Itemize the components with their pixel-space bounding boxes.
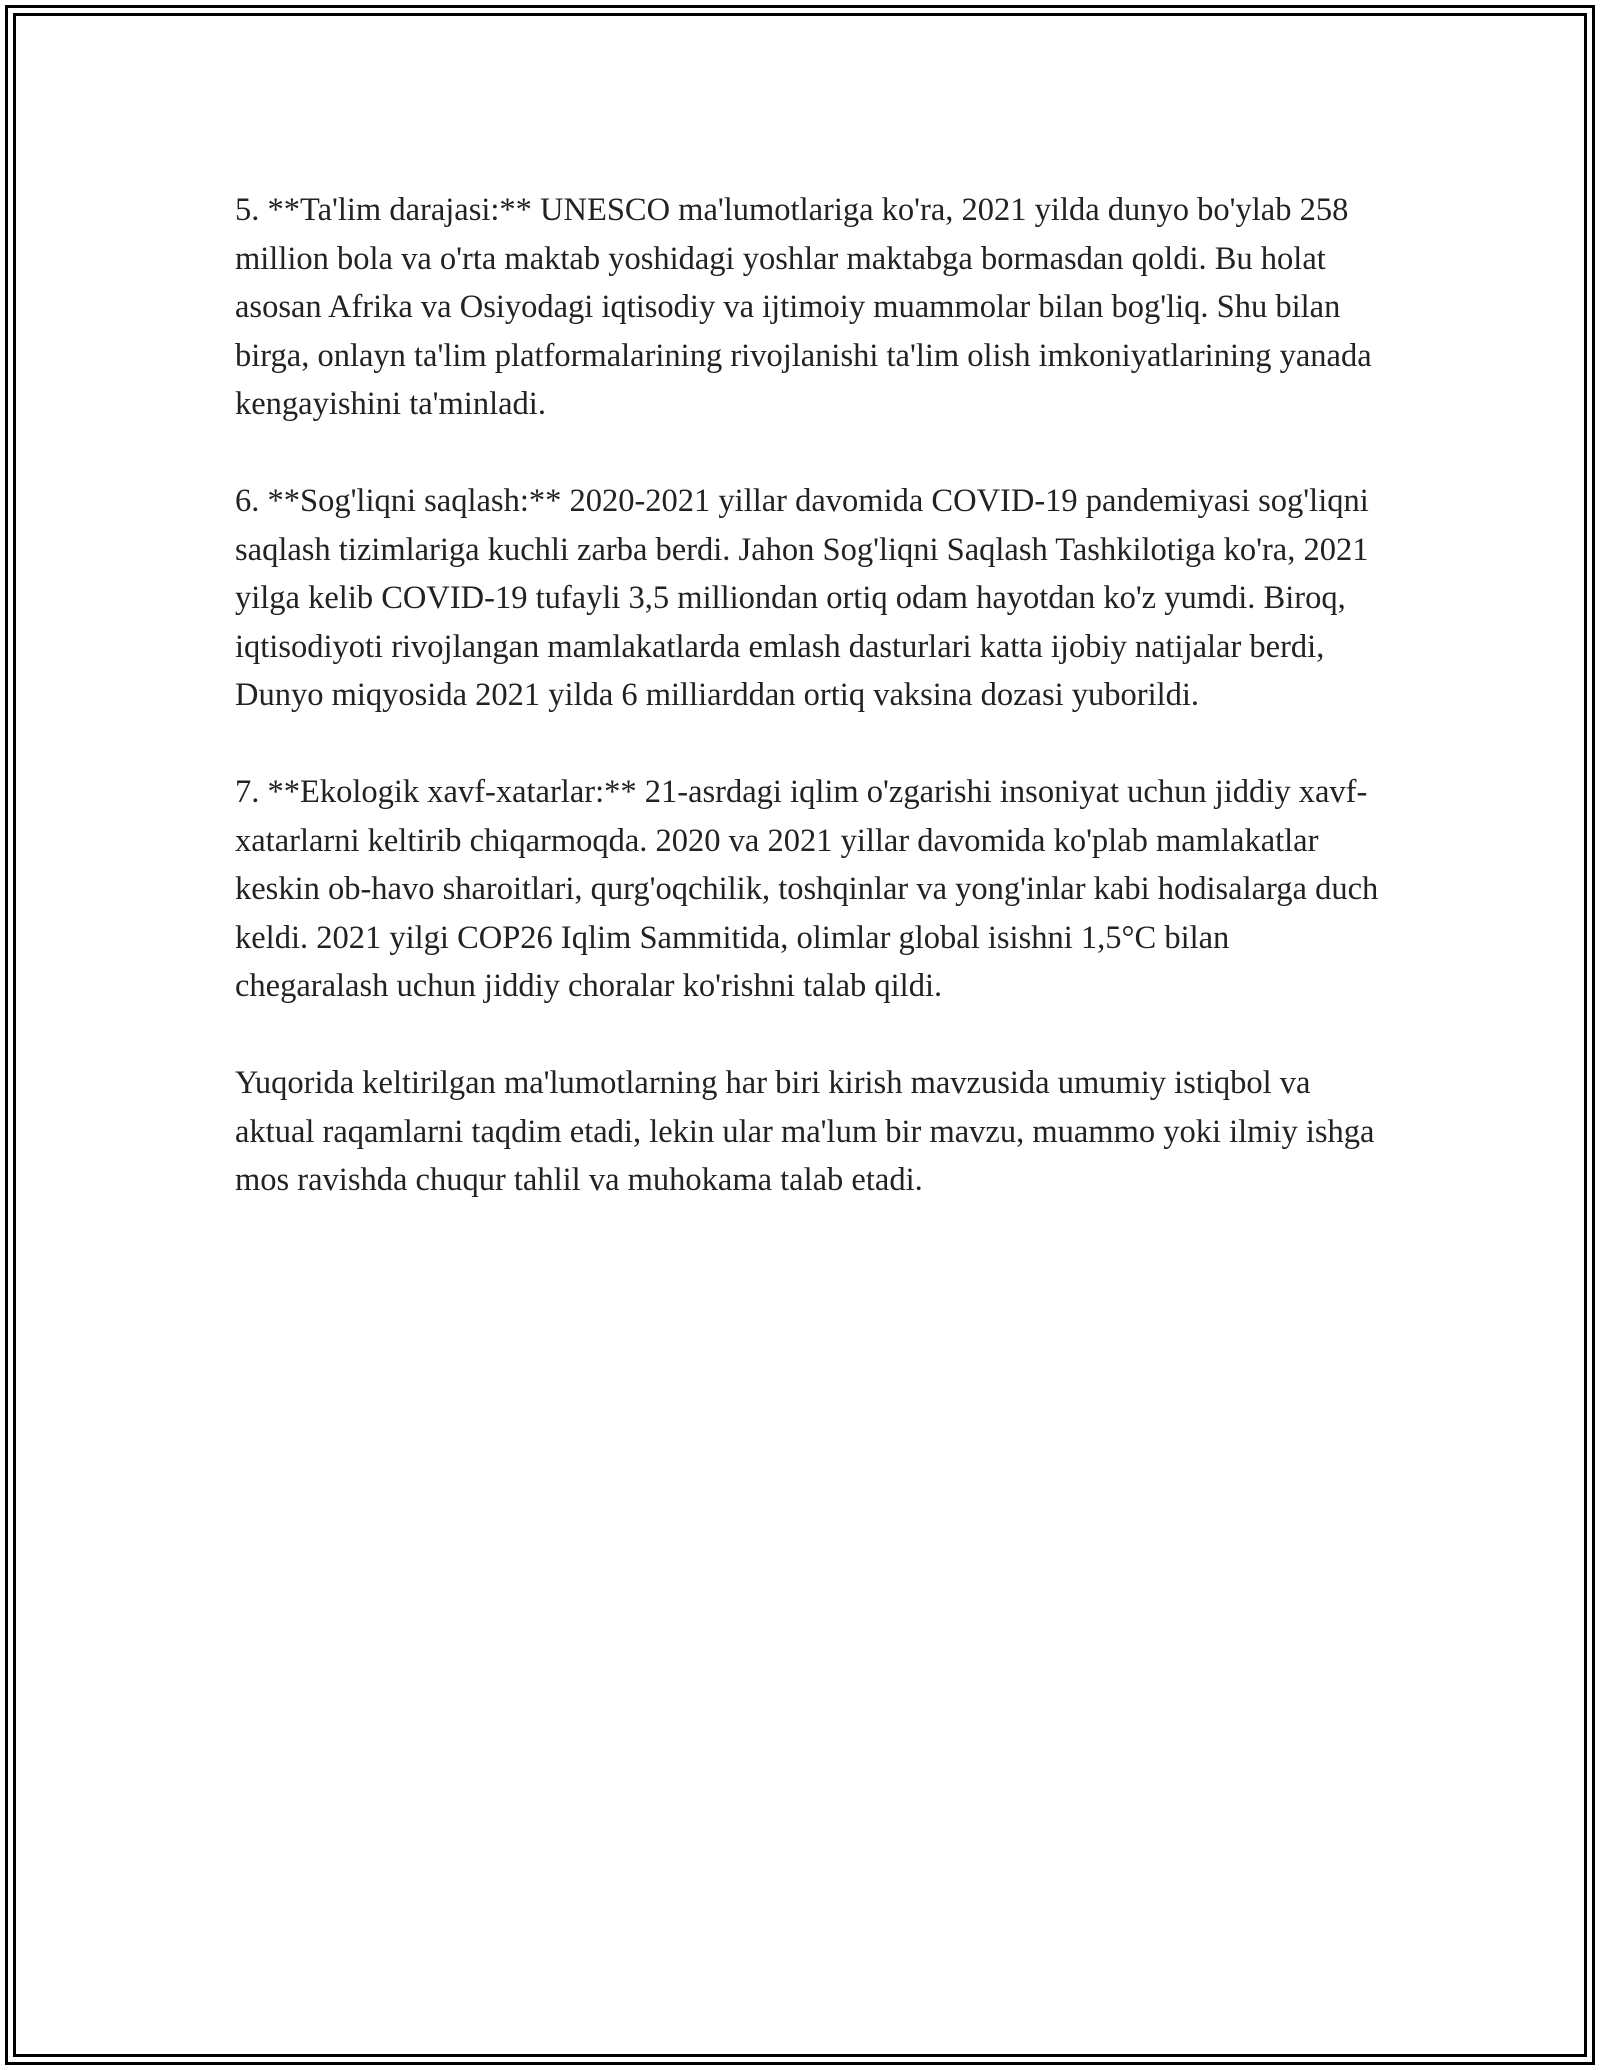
document-body <box>235 186 1385 1205</box>
paragraph-ecology: 7. **Ekologik xavf-xatarlar:** 21-asrdagi iqlim o'zgarishi insoniyat uchun jiddiy xavf-xatarlarni keltirib chiqarmoqda. 2020 va 2021 yillar davomida ko'plab mamlakatlar keskin ob-havo sharoitlari, qurg'oqchilik, toshqinlar va yong'inlar kabi hodisalarga duch keldi. 2021 yilgi COP26 Iqlim Sammitida, olimlar global isishni 1,5°C bilan chegaralash uchun jiddiy choralar ko'rishni talab qildi. <box>235 774 1379 1004</box>
paragraph-conclusion: Yuqorida keltirilgan ma'lumotlarning har biri kirish mavzusida umumiy istiqbol va aktual raqamlarni taqdim etadi, lekin ular ma'lum bir mavzu, muammo yoki ilmiy ishga mos ravishda chuqur tahlil va muhokama talab etadi. <box>235 1065 1375 1198</box>
paragraph-healthcare: 6. **Sog'liqni saqlash:** 2020-2021 yillar davomida COVID-19 pandemiyasi sog'liqni saqlash tizimlariga kuchli zarba berdi. Jahon Sog'liqni Saqlash Tashkilotiga ko'ra, 2021 yilga kelib COVID-19 tufayli 3,5 milliondan ortiq odam hayotdan ko'z yumdi. Biroq, iqtisodiyoti rivojlangan mamlakatlarda emlash dasturlari katta ijobiy natijalar berdi, Dunyo miqyosida 2021 yilda 6 milliarddan ortiq vaksina dozasi yuborildi. <box>235 483 1369 713</box>
paragraph-education: 5. **Ta'lim darajasi:** UNESCO ma'lumotlariga ko'ra, 2021 yilda dunyo bo'ylab 258 million bola va o'rta maktab yoshidagi yoshlar maktabga bormasdan qoldi. Bu holat asosan Afrika va Osiyodagi iqtisodiy va ijtimoiy muammolar bilan bog'liq. Shu bilan birga, onlayn ta'lim platformalarining rivojlanishi ta'lim olish imkoniyatlarining yanada kengayishini ta'minladi. <box>235 192 1372 422</box>
